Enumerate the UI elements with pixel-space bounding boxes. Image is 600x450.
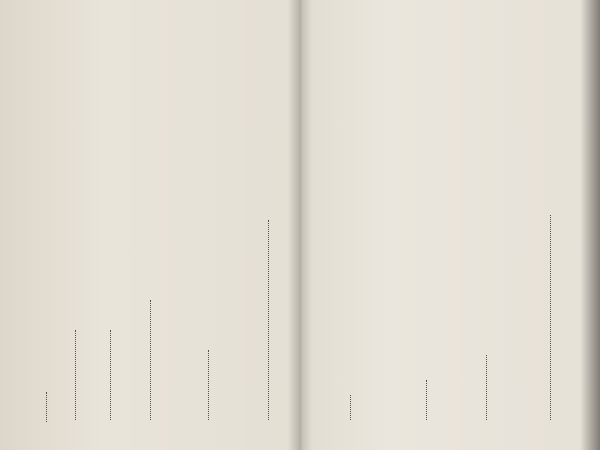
leader-dots bbox=[150, 300, 151, 420]
leader-dots bbox=[350, 395, 351, 420]
right-page bbox=[300, 0, 600, 450]
leader-dots bbox=[268, 220, 269, 420]
leader-dots bbox=[208, 350, 209, 420]
leader-dots bbox=[46, 392, 47, 422]
page-edge-shadow bbox=[580, 0, 600, 450]
leader-dots bbox=[550, 215, 551, 420]
leader-dots bbox=[110, 330, 111, 420]
book-gutter bbox=[288, 0, 312, 450]
leader-dots bbox=[486, 355, 487, 420]
leader-dots bbox=[75, 330, 76, 420]
leader-dots bbox=[426, 380, 427, 420]
